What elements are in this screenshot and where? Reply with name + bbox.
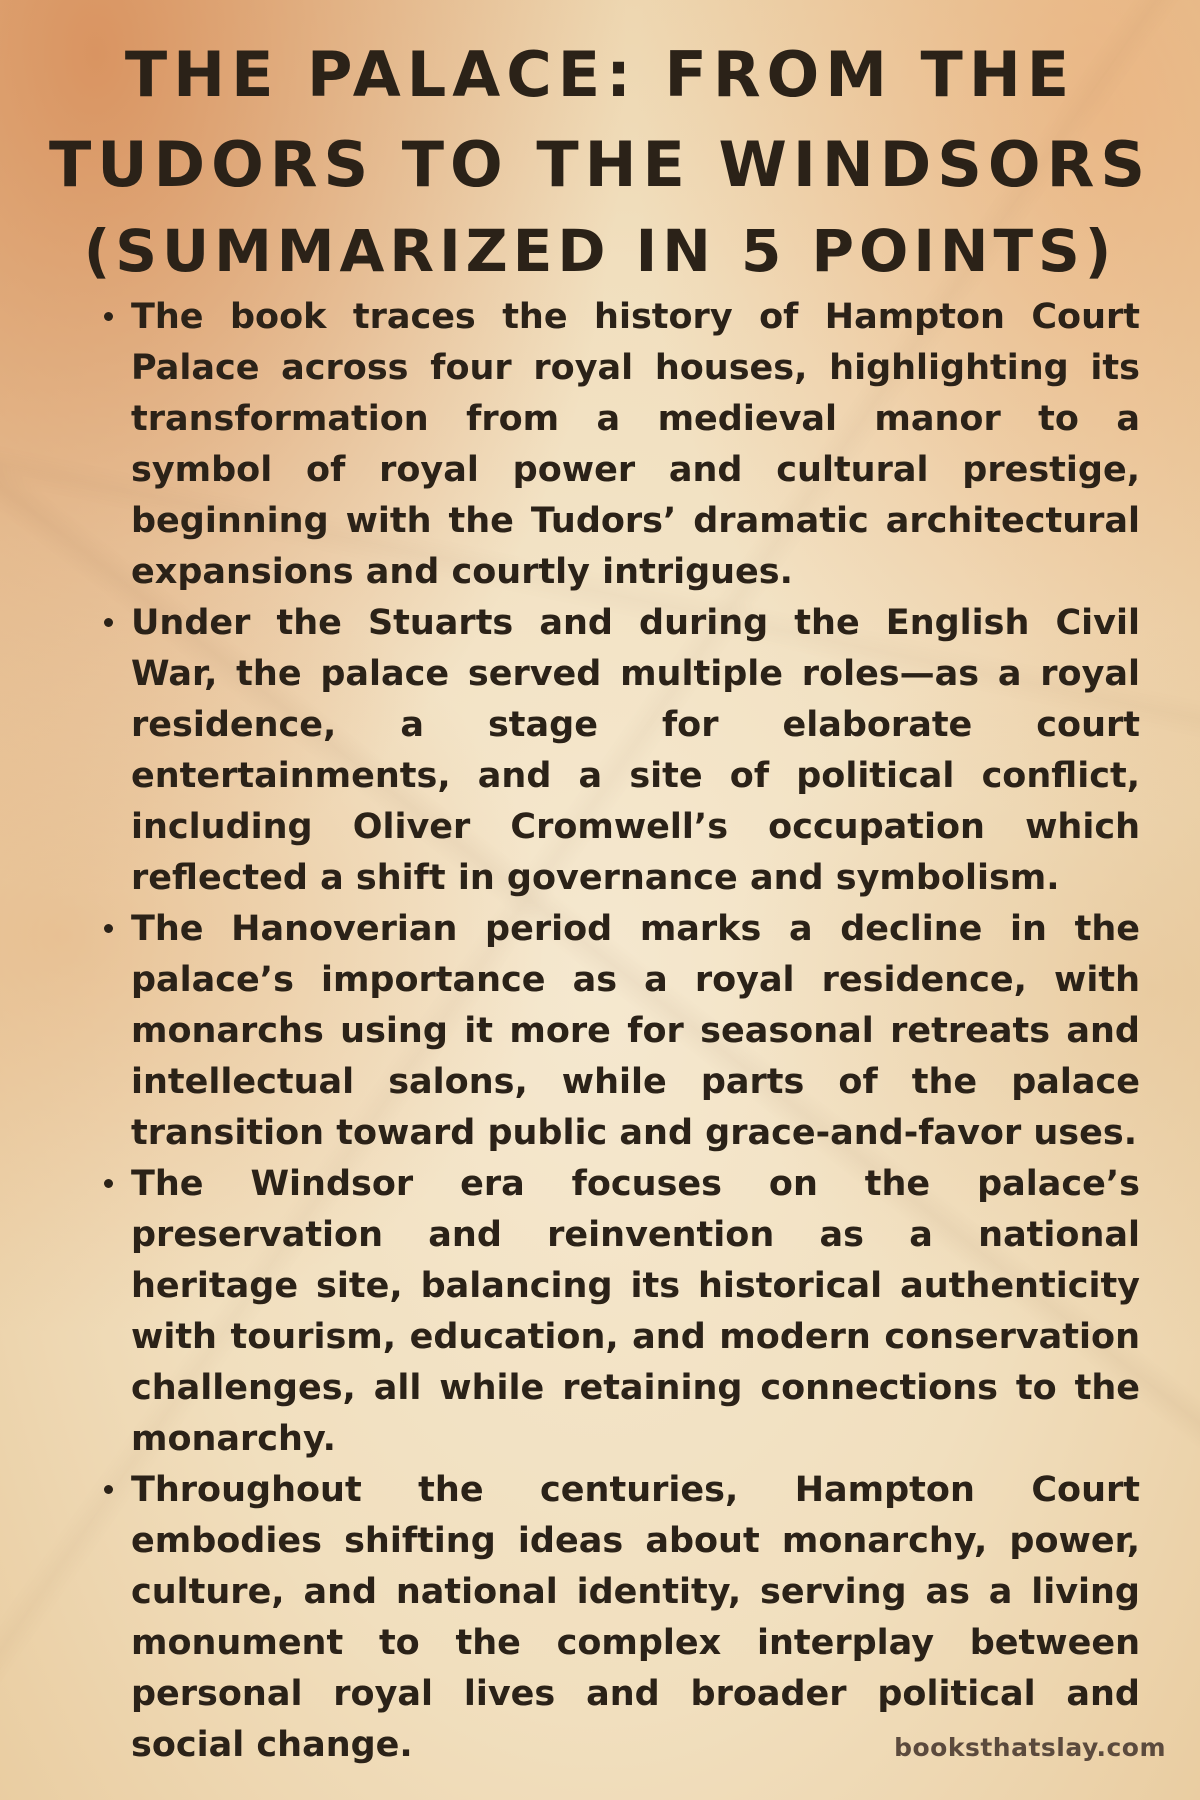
site-watermark: booksthatslay.com: [894, 1733, 1166, 1762]
summary-point-text: The book traces the history of Hampton Court Palace across four royal houses, highlighting its transformation from a medieval manor to a symbol of royal power and cultural prestige, beginning with the Tudors’ dramatic architectural expansions and courtly intrigues.: [131, 297, 1140, 592]
page-header: [0, 30, 1200, 292]
page-title: [0, 30, 1200, 292]
title-line-1: THE PALACE: FROM THE: [124, 38, 1076, 111]
summary-point: [96, 1159, 1140, 1465]
summary-content: [96, 292, 1140, 1771]
bullet-icon: [98, 598, 118, 649]
bullet-icon: [98, 1465, 118, 1516]
summary-point: [96, 292, 1140, 598]
summary-point-text: Throughout the centuries, Hampton Court embodies shifting ideas about monarchy, power, culture, and national identity, serving as a living monument to the complex interplay between personal royal lives and broader political and social change.: [131, 1470, 1140, 1765]
summary-list: [96, 292, 1140, 1771]
summary-point-text: The Hanoverian period marks a decline in the palace’s importance as a royal residence, with monarchs using it more for seasonal retreats and intellectual salons, while parts of the palace transition toward public and grace-and-favor uses.: [131, 909, 1140, 1153]
summary-point: [96, 1465, 1140, 1771]
bullet-icon: [98, 904, 118, 955]
summary-point-text: Under the Stuarts and during the English Civil War, the palace served multiple roles—as a royal residence, a stage for elaborate court entertainments, and a site of political conflict, including Oliver Cromwell’s occupation which reflected a shift in governance and symbolism.: [131, 603, 1140, 898]
page-subtitle: (SUMMARIZED IN 5 POINTS): [83, 217, 1117, 285]
summary-point: [96, 904, 1140, 1159]
bullet-icon: [98, 292, 118, 343]
title-line-2: TUDORS TO THE WINDSORS: [48, 128, 1152, 201]
bullet-icon: [98, 1159, 118, 1210]
summary-point: [96, 598, 1140, 904]
summary-point-text: The Windsor era focuses on the palace’s preservation and reinvention as a national heritage site, balancing its historical authenticity with tourism, education, and modern conservation challenges, all while retaining connections to the monarchy.: [131, 1164, 1140, 1459]
